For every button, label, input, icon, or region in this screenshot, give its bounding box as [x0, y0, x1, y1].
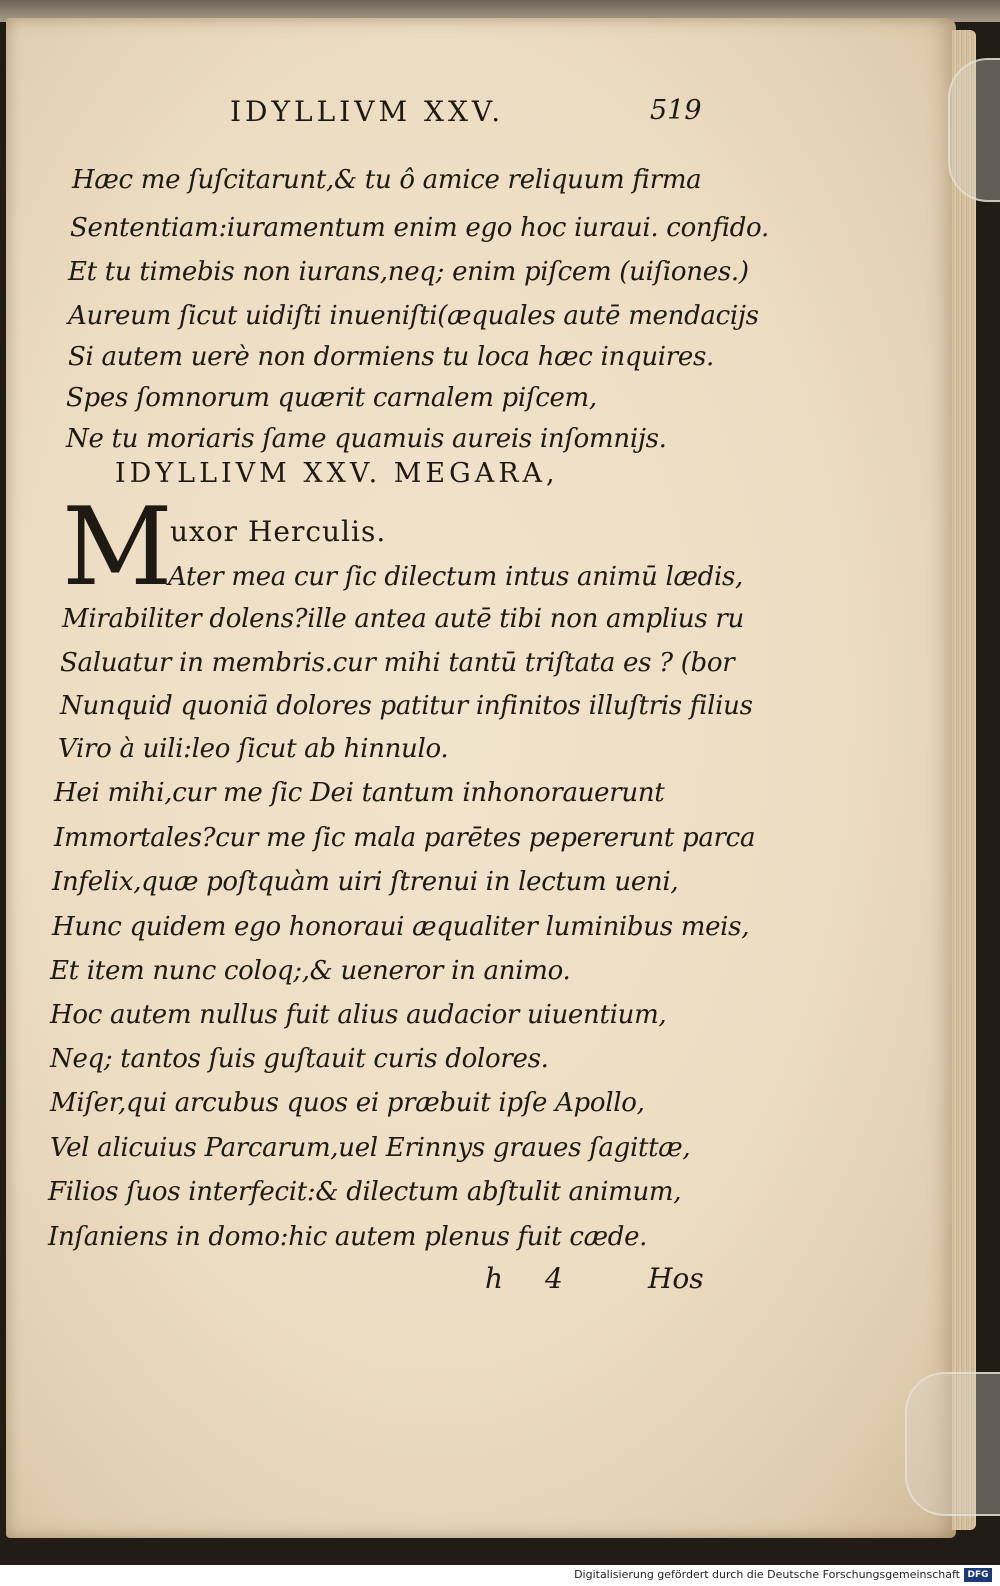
- running-title: IDYLLIVM XXV.: [230, 95, 505, 128]
- section-title: IDYLLIVM XXV. MEGARA,: [115, 458, 559, 489]
- poem-line: Hoc autem nullus fuit alius audacior uiuentium,: [50, 1000, 667, 1030]
- credit-text: Digitalisierung gefördert durch die Deutsche Forschungsgemeinschaft: [574, 1568, 960, 1581]
- poem-line: Infelix,quæ poſtquàm uiri ſtrenui in lectum ueni,: [52, 867, 679, 897]
- poem-line: Viro à uili:leo ſicut ab hinnulo.: [58, 734, 449, 764]
- poem-line: Et item nunc coloq;,& ueneror in animo.: [50, 956, 571, 986]
- digitization-credit-bar: [0, 1565, 1000, 1586]
- poem-line: Inſaniens in domo:hic autem plenus fuit cæde.: [48, 1222, 648, 1252]
- poem-line: Filios ſuos interfecit:& dilectum abſtulit animum,: [48, 1177, 682, 1207]
- text-line: Et tu timebis non iurans,neq; enim piſcem (uiſiones.): [68, 257, 749, 287]
- poem-line: Hei mihi,cur me ſic Dei tantum inhonorauerunt: [54, 778, 665, 808]
- page-edges: [952, 30, 976, 1530]
- section-subtitle: uxor Herculis.: [170, 515, 387, 548]
- text-line: Ne tu moriaris ſame quamuis aureis inſomnijs.: [66, 424, 667, 454]
- poem-line: Vel alicuius Parcarum,uel Erinnys graues ſagittæ,: [50, 1133, 691, 1163]
- drop-cap: M: [62, 485, 173, 610]
- signature-mark: h: [485, 1262, 504, 1295]
- folio-number: 519: [650, 95, 702, 126]
- dfg-logo: DFG: [964, 1568, 992, 1582]
- text-line: Aureum ſicut uidiſti inueniſti(æquales autē mendacijs: [68, 301, 759, 331]
- poem-line: Nunquid quoniā dolores patitur infinitos illuſtris filius: [60, 691, 753, 721]
- poem-line: Neq; tantos ſuis guſtauit curis dolores.: [50, 1044, 549, 1074]
- poem-line: Miſer,qui arcubus quos ei præbuit ipſe Apollo,: [50, 1088, 645, 1118]
- text-line: Spes ſomnorum quærit carnalem piſcem,: [66, 383, 597, 413]
- poem-line: Hunc quidem ego honoraui æqualiter luminibus meis,: [52, 912, 750, 942]
- poem-line: Immortales?cur me ſic mala parētes pepererunt parca: [54, 823, 756, 853]
- poem-line: Ater mea cur ſic dilectum intus animū lædis,: [168, 562, 743, 592]
- poem-line: Saluatur in membris.cur mihi tantū triſtata es ? (bor: [60, 648, 735, 678]
- text-line: Sententiam:iuramentum enim ego hoc iuraui. confido.: [70, 213, 769, 243]
- page-clip-top: [948, 58, 1000, 202]
- text-line: Si autem uerè non dormiens tu loca hæc inquires.: [68, 342, 714, 372]
- signature-number: 4: [545, 1262, 563, 1295]
- poem-line: Mirabiliter dolens?ille antea autē tibi non amplius ru: [62, 604, 744, 634]
- text-line: Hæc me ſuſcitarunt,& tu ô amice reliquum firma: [72, 165, 702, 195]
- catchword: Hos: [648, 1262, 704, 1295]
